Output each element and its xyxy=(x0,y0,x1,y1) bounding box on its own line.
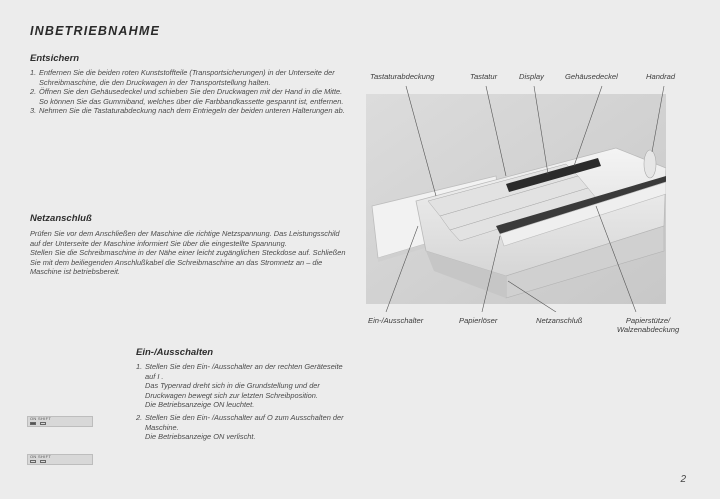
shift-indicator-icon xyxy=(40,460,46,463)
list-item: 2. Öffnen Sie den Gehäusedeckel und schieben Sie den Druckwagen mit der Hand in die Mitte. So können Sie das Gummiband, welches über die Farbbandkassette gespannt ist, entfernen. xyxy=(30,87,344,106)
label-handrad: Handrad xyxy=(646,72,676,81)
handwheel xyxy=(644,150,656,178)
section-heading-entsichern: Entsichern xyxy=(30,53,80,64)
paragraph: Prüfen Sie vor dem Anschließen der Maschine die richtige Netzspannung. Das Leistungsschild auf der Unterseite der Maschine informiert Sie über die eingestellte Spannung. xyxy=(30,229,340,248)
netzanschluss-text xyxy=(30,229,346,277)
list-item: 1. Stellen Sie den Ein- /Ausschalter an der rechten Geräteseite auf I . Das Typenrad dreht sich in die Grundstellung und der Druckwagen bewegt sich zur letzten Schreibposition. Die Betriebsanzeige ON leuchtet. xyxy=(136,362,343,410)
list-item: 3. Nehmen Sie die Tastaturabdeckung nach dem Entriegeln der beiden unteren Halterungen ab. xyxy=(30,106,345,116)
entsichern-list xyxy=(30,68,346,116)
label-papierloeser: Papierlöser xyxy=(459,316,498,325)
ein-ausschalten-list xyxy=(136,362,348,442)
status-panel-on: ON SHIFT xyxy=(27,416,93,427)
label-tastatur: Tastatur xyxy=(470,72,498,81)
typewriter-illustration xyxy=(366,76,666,312)
on-indicator-icon xyxy=(30,422,36,425)
page-title: INBETRIEBNAHME xyxy=(30,24,160,38)
on-indicator-icon xyxy=(30,460,36,463)
label-netzanschluss: Netzanschluß xyxy=(536,316,583,325)
status-panel-off: ON SHIFT xyxy=(27,454,93,465)
label-gehaeusedeckel: Gehäusedeckel xyxy=(565,72,618,81)
label-ein-ausschalter: Ein-/Ausschalter xyxy=(368,316,424,325)
label-papierstuetze: Papierstütze/ Walzenabdeckung xyxy=(616,316,680,334)
label-tastaturabdeckung: Tastaturabdeckung xyxy=(370,72,435,81)
section-heading-ein-ausschalten: Ein-/Ausschalten xyxy=(136,347,214,358)
paragraph: Stellen Sie die Schreibmaschine in der Nähe einer leicht zugänglichen Steckdose auf. Schließen Sie mit dem beiliegenden Anschlußkabel die Schreibmaschine an das Stromnetz an – die Maschine ist betriebsbereit. xyxy=(30,248,346,277)
page-number: 2 xyxy=(680,474,686,485)
label-display: Display xyxy=(519,72,544,81)
section-heading-netzanschluss: Netzanschluß xyxy=(30,213,92,224)
list-item: 1. Entfernen Sie die beiden roten Kunststoffteile (Transportsicherungen) in der Unterseite der Schreibmaschine, die den Druckwagen in der Transportstellung halten. xyxy=(30,68,335,87)
shift-indicator-icon xyxy=(40,422,46,425)
list-item: 2. Stellen Sie den Ein- /Ausschalter auf O zum Ausschalten der Maschine. Die Betriebsanzeige ON verlischt. xyxy=(136,412,344,442)
